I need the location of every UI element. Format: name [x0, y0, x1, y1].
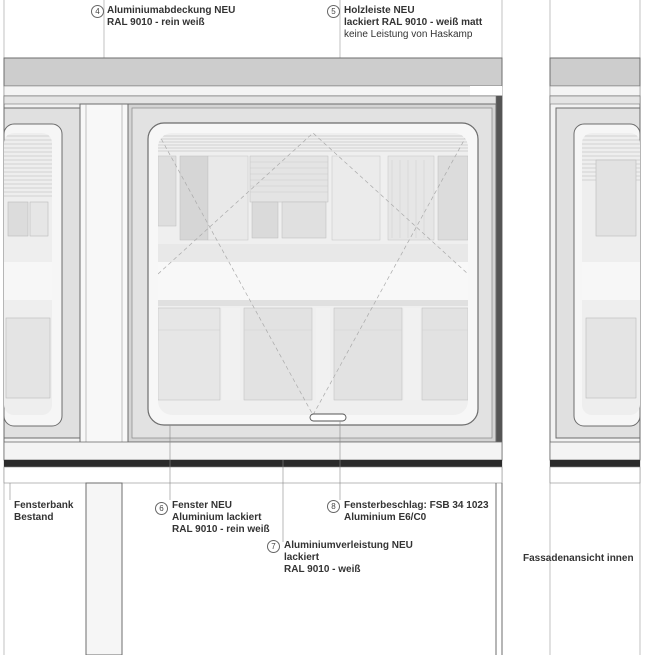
label-line: lackiert RAL 9010 - weiß matt [344, 17, 483, 28]
label-line: Aluminiumverleistung NEU [284, 540, 413, 551]
label-line: Fensterbeschlag: FSB 34 1023 [344, 500, 489, 511]
label-window-sill [14, 500, 73, 524]
marker-5: 5 [327, 5, 340, 18]
window-sill [4, 442, 640, 483]
label-wood-strip [344, 5, 482, 41]
marker-6: 6 [155, 502, 168, 515]
label-line: lackiert [284, 552, 320, 563]
window-handle [310, 414, 346, 421]
label-line: Aluminium E6/C0 [344, 512, 427, 523]
label-line: Holzleiste NEU [344, 5, 415, 16]
view-title-text: Fassadenansicht innen [523, 553, 634, 564]
label-line: Bestand [14, 512, 54, 523]
label-line: Aluminium lackiert [172, 512, 262, 523]
window-right-partial [556, 108, 640, 438]
label-aluminium-trim [284, 540, 413, 576]
label-line: RAL 9010 - rein weiß [172, 524, 270, 535]
marker-4: 4 [91, 5, 104, 18]
label-line: RAL 9010 - weiß [284, 564, 361, 575]
marker-8: 8 [327, 500, 340, 513]
label-note: keine Leistung von Haskamp [344, 29, 473, 40]
window-main [128, 104, 496, 442]
window-glass [158, 133, 468, 415]
label-line: RAL 9010 - rein weiß [107, 17, 205, 28]
label-line: Fensterbank [14, 500, 74, 511]
marker-7: 7 [267, 540, 280, 553]
label-window [172, 500, 270, 536]
wood-strip [4, 96, 640, 104]
label-aluminium-cover [107, 5, 235, 29]
aluminium-cover [4, 58, 640, 96]
window-left-partial [4, 108, 80, 438]
label-line: Fenster NEU [172, 500, 233, 511]
mullion [80, 104, 128, 460]
label-window-handle [344, 500, 489, 524]
view-title [523, 553, 634, 565]
label-line: Aluminiumabdeckung NEU [107, 5, 236, 16]
